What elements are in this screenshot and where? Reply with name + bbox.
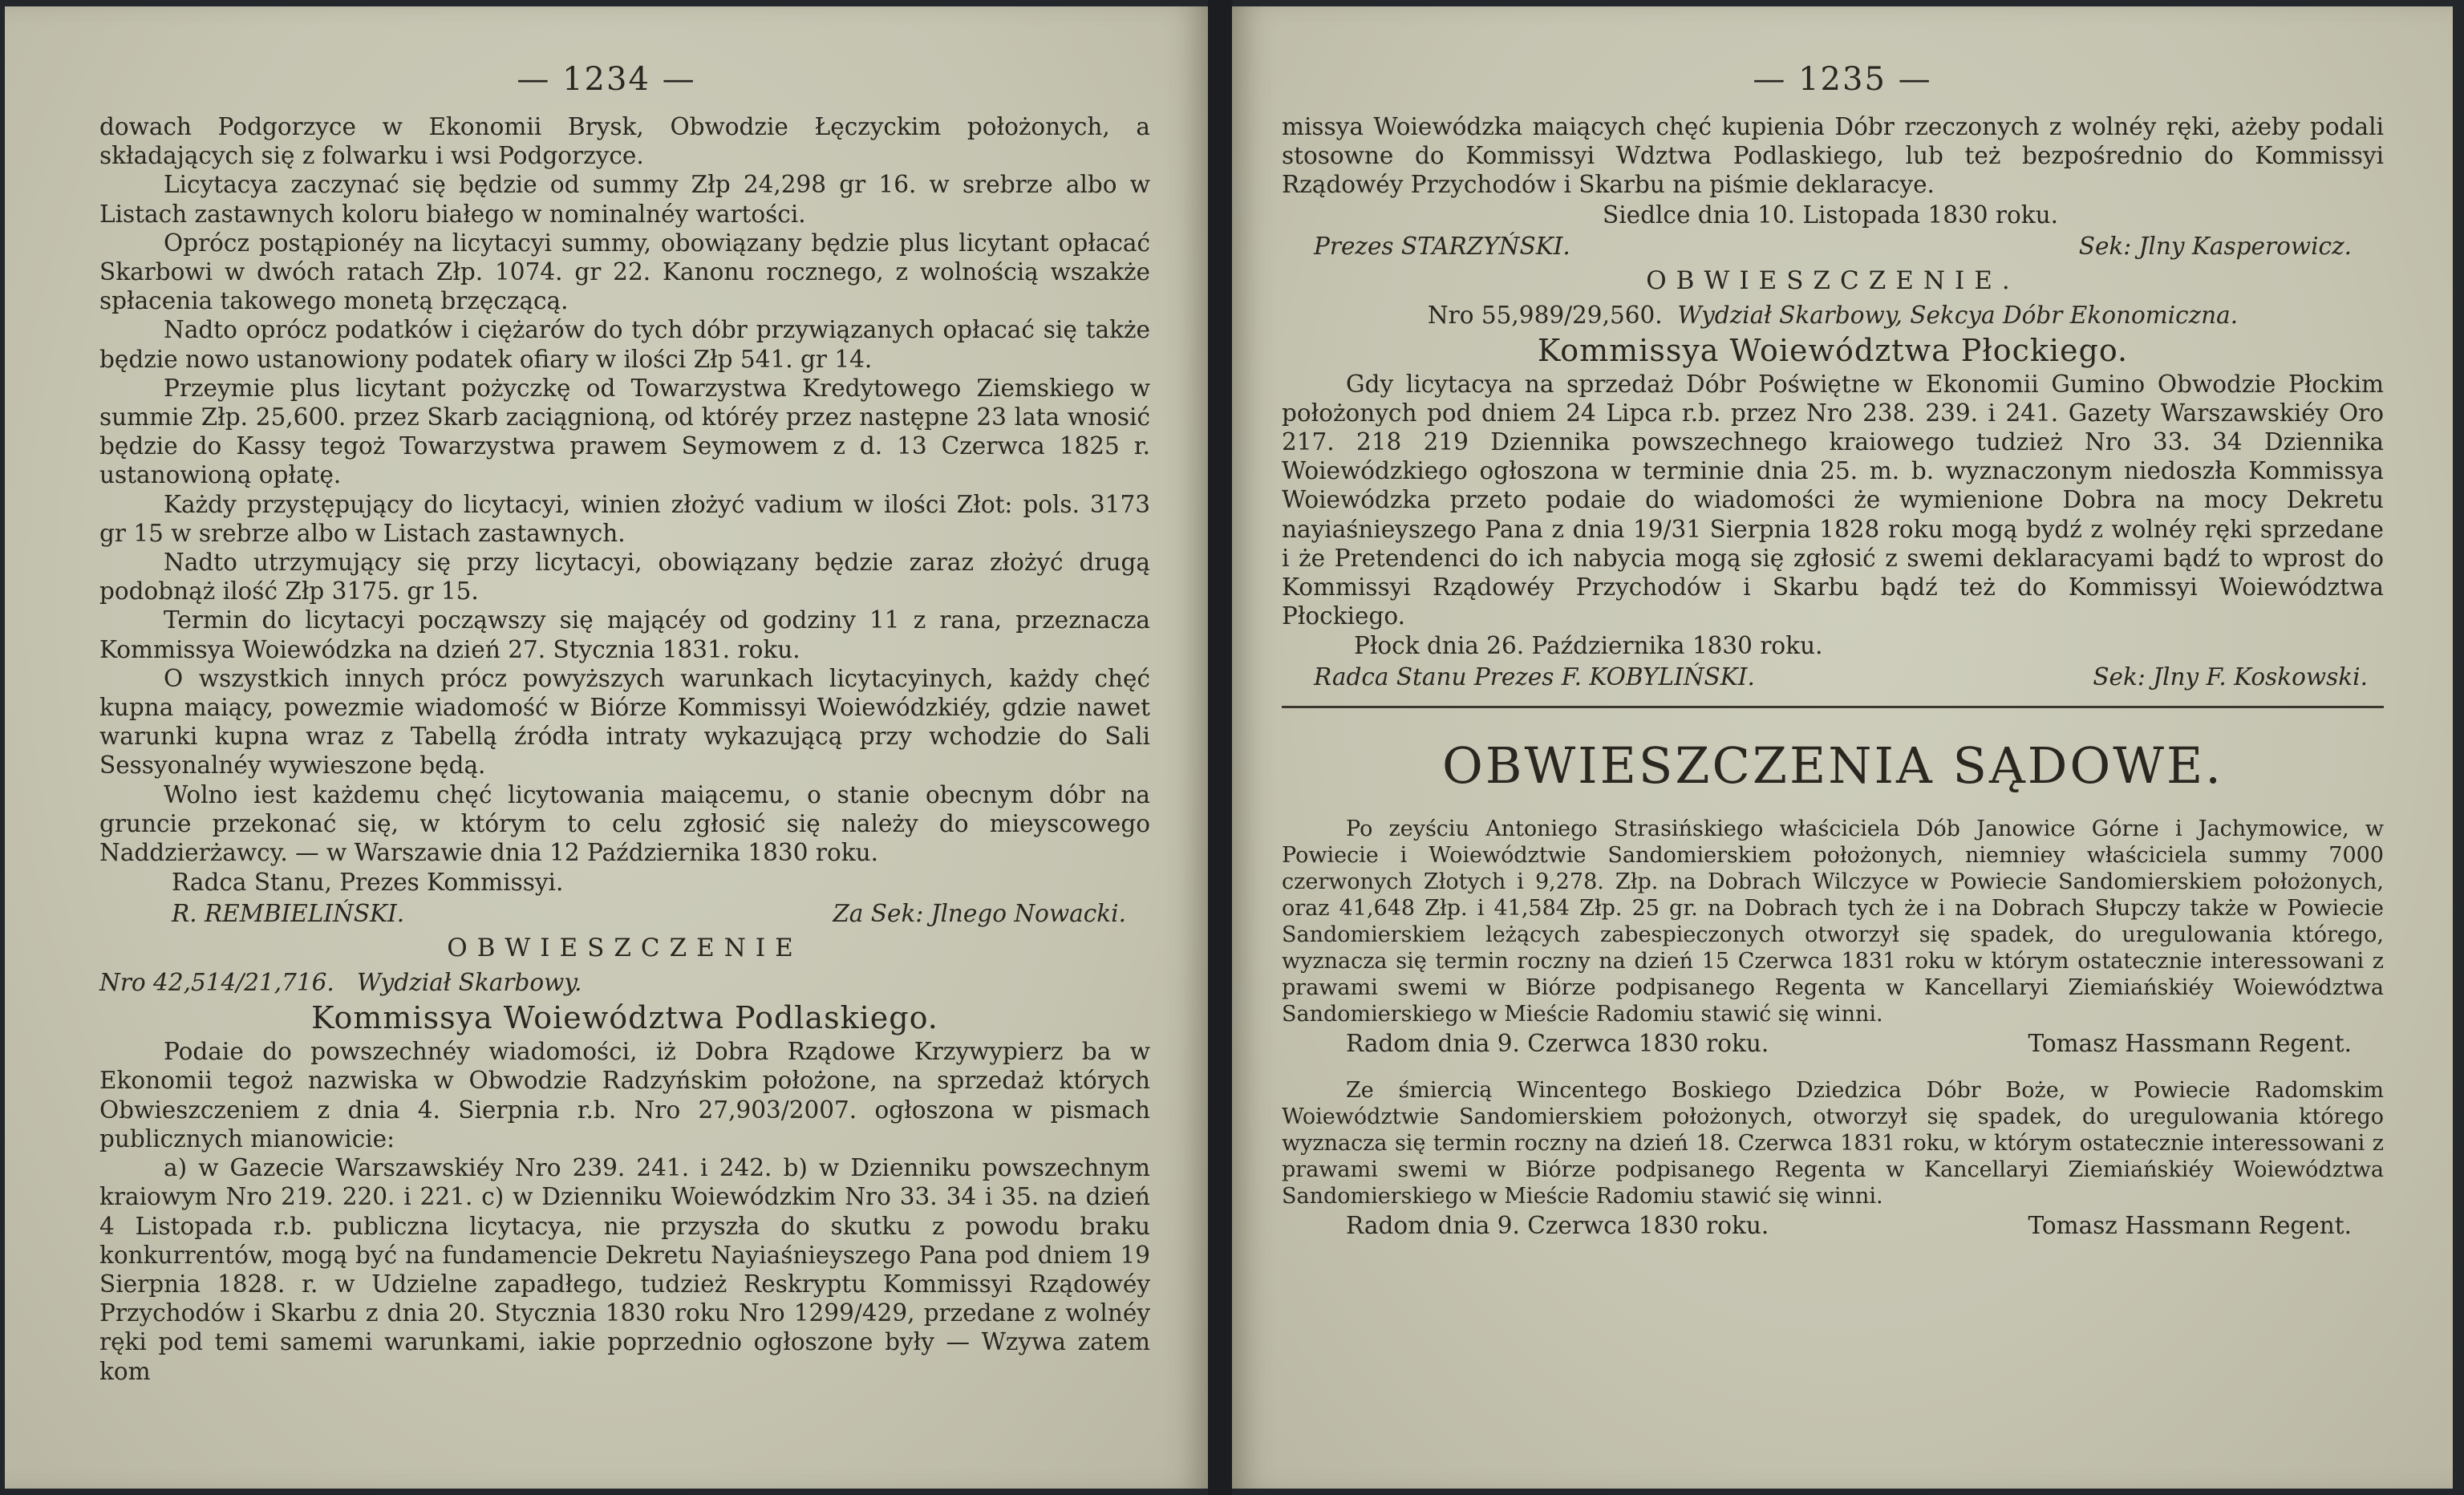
paragraph: Podaie do powszechnéy wiadomości, iż Dobra Rządowe Krzywypierz ba w Ekonomii tegoż nazwiska w Obwodzie Radzyńskim położone, na sprzedaż których Obwieszczeniem z dnia 4. Sierpnia r.b. Nro 27,903/2007. ogłoszona w pismach publicznych mianowicie: xyxy=(99,1038,1150,1153)
court-notice xyxy=(1282,816,2384,1059)
signature-right: Tomasz Hassmann Regent. xyxy=(2028,1030,2352,1058)
paragraph: Każdy przystępujący do licytacyi, winien złożyć vadium w ilości Złot: pols. 3173 gr 15 w srebrze albo w Listach zastawnych. xyxy=(99,490,1150,547)
notice-number: Nro 55,989/29,560. xyxy=(1427,301,1663,329)
paragraph: Nadto utrzymujący się przy licytacyi, obowiązany będzie zaraz złożyć drugą podobnąż ilość Złp 3175. gr 15. xyxy=(99,549,1150,606)
signature-line xyxy=(99,897,1150,930)
notice-number-line xyxy=(1282,299,2384,331)
paragraph: Wolno iest każdemu chęć licytowania maiącemu, o stanie obecnym dóbr na gruncie przekonać się, w którym to celu zgłosić się należy do mieyscowego Naddzierżawcy. — w Warszawie dnia 12 Października 1830 roku. xyxy=(99,780,1150,867)
paragraph: dowach Podgorzyce w Ekonomii Brysk, Obwodzie Łęczyckim położonych, a składających się z folwarku i wsi Podgorzyce. xyxy=(99,113,1150,170)
paragraph: O wszystkich innych prócz powyższych warunkach licytacyinych, każdy chęć kupna maiący, powezmie wiadomość w Biórze Kommissyi Woiewódzkiéy, gdzie nawet warunki kupna wraz z Tabellą źródła intraty wykazującą przy wchodzie do Sali Sessyonalnéy wywieszone będą. xyxy=(99,664,1150,780)
signature-title: Radca Stanu, Prezes Kommissyi. xyxy=(172,869,564,897)
signature-line xyxy=(1282,1027,2384,1059)
signature-right: Za Sek: Jlnego Nowacki. xyxy=(833,900,1126,928)
section-divider xyxy=(1282,706,2384,708)
notice-department: Wydział Skarbowy, Sekcya Dóbr Ekonomiczna. xyxy=(1677,301,2239,329)
page-number: — 1234 — xyxy=(517,61,696,98)
right-page-content xyxy=(1282,112,2384,1242)
notice-date: Płock dnia 26. Października 1830 roku. xyxy=(1354,632,1823,660)
notice-date: Radom dnia 9. Czerwca 1830 roku. xyxy=(1346,1030,1769,1058)
page-number: — 1235 — xyxy=(1753,61,1932,98)
notice-date: Radom dnia 9. Czerwca 1830 roku. xyxy=(1346,1212,1769,1240)
right-page xyxy=(1232,6,2453,1489)
paragraph: Ze śmiercią Wincentego Boskiego Dziedzica Dóbr Boże, w Powiecie Radomskim Woiewództwie Sandomierskiem położonych, otworzył się spadek, do uregulowania którego wyznacza się termin roczny na dzień 18. Czerwca 1831 roku, w którym ostatecznie interessowani z prawami swemi w Biórze podpisanego Regenta w Kancellaryi Ziemiańskiéy Woiewództwa Sandomierskiego w Mieście Radomiu stawić się winni. xyxy=(1282,1078,2384,1209)
paragraph: Po zeyściu Antoniego Strasińskiego właściciela Dób Janowice Górne i Jachymowice, w Powiecie i Woiewództwie Sandomierskiem położonych, niemniey właściciela summy 7000 czerwonych Złotych i 9,278. Złp. na Dobrach Wilczyce w Powiecie Sandomierskiem położonych, oraz 41,648 Złp. i 41,584 Złp. 25 gr. na Dobrach tych że i na Dobrach Słupczy także w Powiecie Sandomierskiem leżących zabespieczonych otworzył się spadek, do uregulowania którego, wyznacza się termin roczny na dzień 15 Czerwca 1831 roku w którym ostatecznie interessowani z prawami swemi w Biórze podpisanego Regenta w Kancellaryi Ziemiańskiéy Woiewództwa Sandomierskiego w Mieście Radomiu stawić się winni. xyxy=(1282,816,2384,1027)
signature-right: Sek: Jlny Kasperowicz. xyxy=(2078,232,2352,260)
spacer xyxy=(1282,1059,2384,1077)
paragraph: Przeymie plus licytant pożyczkę od Towarzystwa Kredytowego Ziemskiego w summie Złp. 25,600. przez Skarb zaciągnioną, od któréy przez następne 23 lata wnosić będzie do Kassy tegoż Towarzystwa prawem Seymowem z d. 13 Czerwca 1825 r. ustanowioną opłatę. xyxy=(99,374,1150,489)
paragraph: missya Woiewódzka maiących chęć kupienia Dóbr rzeczonych z wolnéy ręki, ażeby podali stosowne do Kommissyi Wdztwa Podlaskiego, lub też bezpośrednio do Kommissyi Rządowéy Przychodów i Skarbu na piśmie deklaracye. xyxy=(1282,113,2384,199)
notice-department: Wydział Skarbowy. xyxy=(356,969,582,997)
notice-heading: OBWIESZCZENIE. xyxy=(1646,265,2020,295)
court-notice xyxy=(1282,1077,2384,1242)
signature-line xyxy=(1282,661,2384,693)
commission-title: Kommissya Woiewództwa Płockiego. xyxy=(1537,332,2129,368)
signature-left: Prezes STARZYŃSKI. xyxy=(1314,232,1570,260)
signature-right: Sek: Jlny F. Koskowski. xyxy=(2093,663,2368,691)
left-page-content xyxy=(99,112,1150,1386)
court-notices-heading: OBWIESZCZENIA SĄDOWE. xyxy=(1442,736,2223,796)
signature-left: Radca Stanu Prezes F. KOBYLIŃSKI. xyxy=(1314,663,1755,691)
signature-line xyxy=(1282,230,2384,262)
book-gutter xyxy=(1208,0,1232,1495)
paragraph: a) w Gazecie Warszawskiéy Nro 239. 241. i 242. b) w Dzienniku powszechnym kraiowym Nro 219. 220. i 221. c) w Dzienniku Woiewódzkim Nro 33. 34 i 35. na dzień 4 Listopada r.b. publiczna licytacya, nie przyszła do skutku z powodu braku konkurrentów, mogą być na fundamencie Dekretu Nayiaśnieyszego Pana pod dniem 19 Sierpnia 1828. r. w Udzielne zapadłego, tudzież Reskryptu Kommissyi Rządowéy Przychodów i Skarbu z dnia 20. Stycznia 1830 roku Nro 1299/429, przedane z wolnéy ręki pod temi samemi warunkami, iakie poprzednio ogłoszone były — Wzywa zatem kom xyxy=(99,1154,1150,1385)
signature-line xyxy=(1282,1209,2384,1242)
commission-title: Kommissya Woiewództwa Podlaskiego. xyxy=(311,1000,938,1036)
paragraph: Gdy licytacya na sprzedaż Dóbr Poświętne w Ekonomii Gumino Obwodzie Płockim położonych pod dniem 24 Lipca r.b. przez Nro 238. 239. i 241. Gazety Warszawskiéy Oro 217. 218 219 Dziennika powszechnego kraiowego tudzież Nro 33. 34 Dziennika Woiewódzkiego ogłoszona w terminie dnia 25. m. b. wyznaczonym niedoszła Kommissya Woiewódzka przeto podaie do wiadomości że wymienione Dobra na mocy Dekretu nayiaśnieyszego Pana z dnia 19/31 Sierpnia 1828 roku mogą bydź z wolnéy ręki sprzedane i że Pretendenci do ich nabycia mogą się zgłosić z swemi deklaracyami bądź to wprost do Kommissyi Rządowéy Przychodów i Skarbu bądź też do Kommissyi Woiewództwa Płockiego. xyxy=(1282,370,2384,630)
left-page xyxy=(5,6,1208,1489)
continuation-date: Siedlce dnia 10. Listopada 1830 roku. xyxy=(1603,201,2059,229)
signature-right: Tomasz Hassmann Regent. xyxy=(2028,1212,2352,1240)
paragraph: Termin do licytacyi począwszy się mającéy od godziny 11 z rana, przeznacza Kommissya Woiewódzka na dzień 27. Stycznia 1831. roku. xyxy=(99,606,1150,663)
signature-left: R. REMBIELIŃSKI. xyxy=(172,900,405,928)
paragraph: Licytacya zaczynać się będzie od summy Złp 24,298 gr 16. w srebrze albo w Listach zastawnych koloru białego w nominalnéy wartości. xyxy=(99,171,1150,228)
notice-number: Nro 42,514/21,716. xyxy=(99,969,334,997)
notice-number-line xyxy=(99,966,1150,999)
paragraph: Nadto oprócz podatków i ciężarów do tych dóbr przywiązanych opłacać się także będzie nowo ustanowiony podatek ofiary w ilości Złp 541. gr 14. xyxy=(99,316,1150,373)
notice-heading: OBWIESZCZENIE xyxy=(447,934,803,963)
paragraph: Oprócz postąpionéy na licytacyi summy, obowiązany będzie plus licytant opłacać Skarbowi w dwóch ratach Złp. 1074. gr 22. Kanonu rocznego, z wolnością wszakże spłacenia takowego monetą brzęczącą. xyxy=(99,229,1150,315)
